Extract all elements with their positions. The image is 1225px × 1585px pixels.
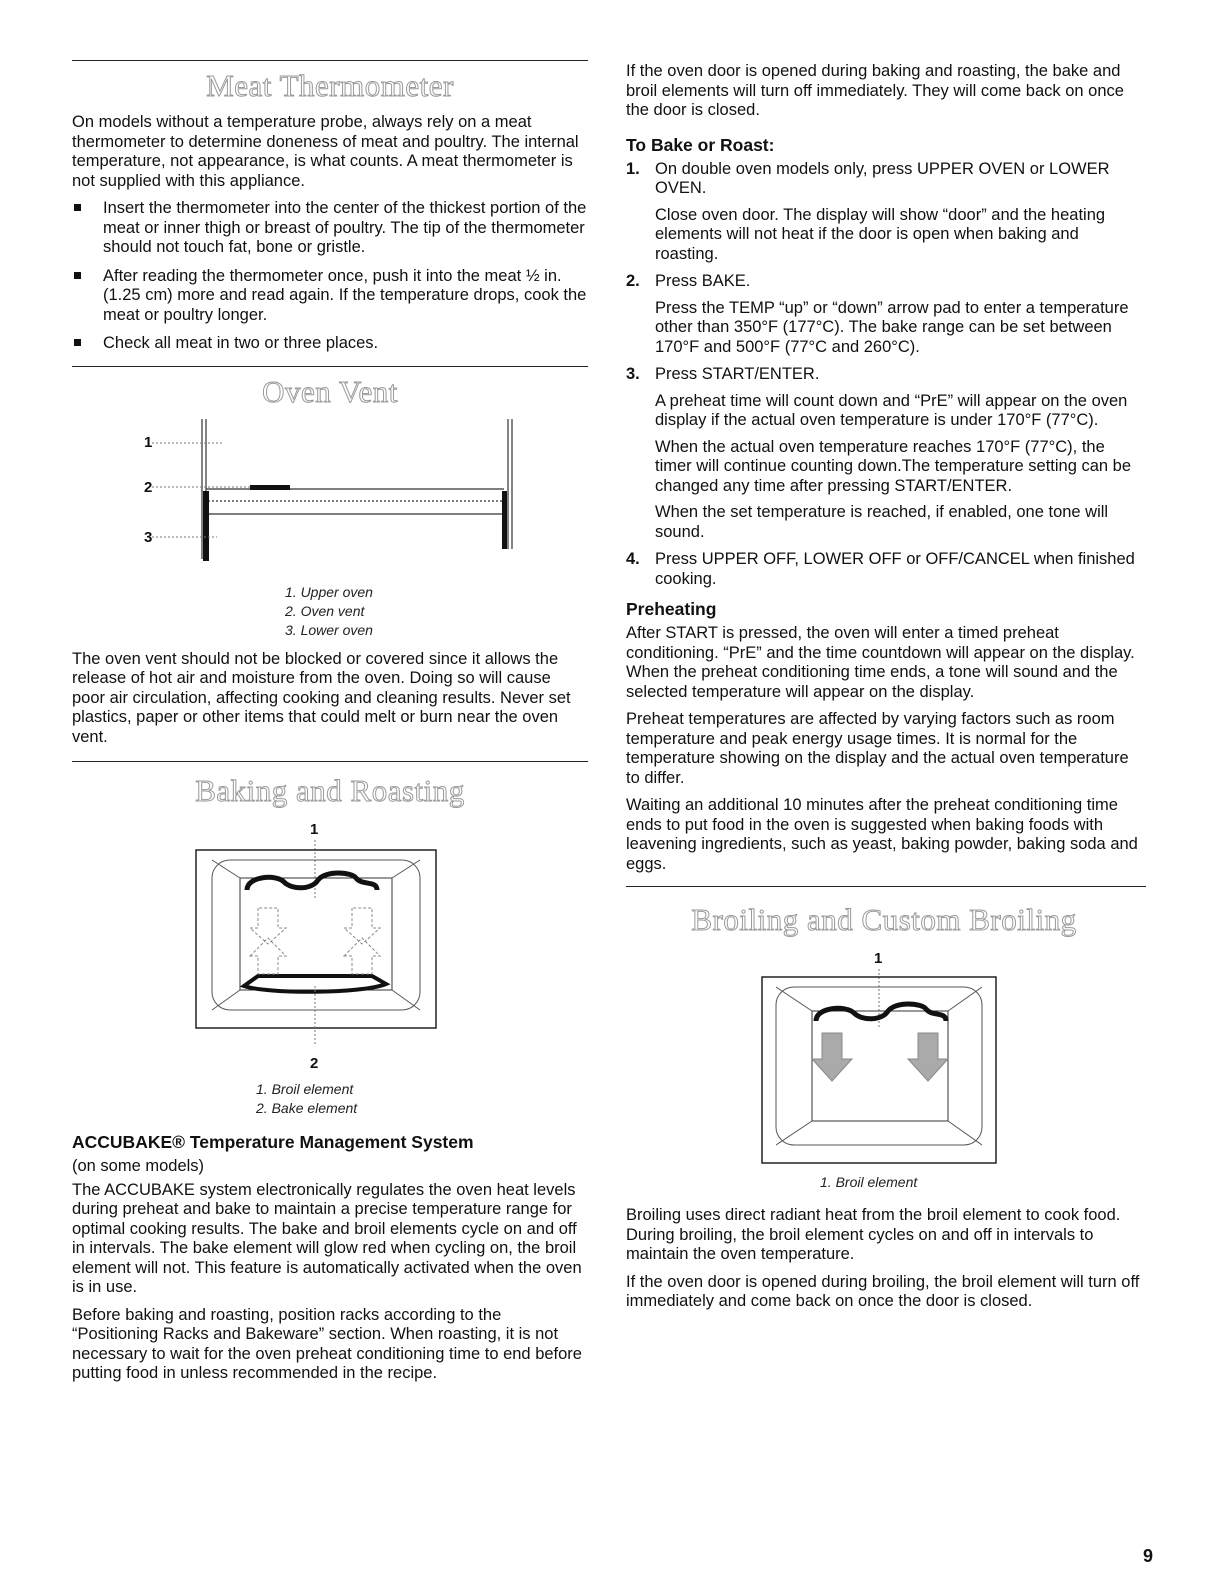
- meat-thermometer-title: Meat Thermometer: [206, 68, 454, 103]
- callout-2: 2: [310, 1055, 319, 1072]
- caption: 2. Bake element: [256, 1100, 358, 1116]
- list-item: Insert the thermometer into the center of the thickest portion of the meat or inner thigh or breast of poultry. The tip of the thermometer should not touch fat, bone or gristle.: [72, 199, 588, 258]
- accubake-paragraph: Before baking and roasting, position racks according to the “Positioning Racks and Bakeware” section. When roasting, it is not necessary to wait for the oven preheat conditioning time to end before putting food in unless recommended in the recipe.: [72, 1305, 582, 1382]
- accubake-heading: ACCUBAKE® Temperature Management System: [72, 1132, 474, 1152]
- callout-1: 1: [874, 950, 883, 967]
- right-column: [626, 62, 1142, 1320]
- broiling-diagram: [626, 947, 1142, 1169]
- preheat-paragraph: Preheat temperatures are affected by varying factors such as room temperature and peak energy usage times. It is normal for the temperature showing on the display and the actual oven temperature to differ.: [626, 710, 1129, 787]
- baking-oven-drawing: [72, 818, 588, 1076]
- section-rule: [72, 60, 588, 61]
- meat-thermometer-intro: On models without a temperature probe, always rely on a meat thermometer to determine doneness of meat and poultry. The internal temperature, not appearance, is what counts. A meat thermometer is not supplied with this appliance.: [72, 113, 579, 190]
- section-rule: [72, 761, 588, 762]
- caption: 1. Upper oven: [285, 583, 373, 600]
- callout-1: 1: [144, 433, 153, 451]
- oven-vent-title: Oven Vent: [262, 373, 398, 409]
- broiling-title: Broiling and Custom Broiling: [691, 902, 1077, 937]
- oven-vent-text: The oven vent should not be blocked or covered since it allows the release of hot air and moisture from the oven. Doing so will cause poor air circulation, affecting cooking and cleaning results. Never set plastics, paper or other items that could melt or burn near the oven vent.: [72, 649, 571, 746]
- baking-diagram: [72, 818, 588, 1076]
- door-text: If the oven door is opened during baking and roasting, the bake and broil elements will turn off immediately. They will come back on once the door is closed.: [626, 62, 1124, 119]
- caption: 1. Broil element: [256, 1081, 354, 1097]
- step-number: 3.: [626, 365, 640, 383]
- oven-vent-captions: [72, 583, 588, 640]
- preheat-paragraph: After START is pressed, the oven will enter a timed preheat conditioning. “PrE” and the time countdown will appear on the display. When the preheat conditioning time ends, a tone will sound and the selected temperature will appear on the display.: [626, 624, 1135, 701]
- callout-3: 3: [144, 528, 153, 546]
- caption: 3. Lower oven: [285, 621, 373, 638]
- broiling-paragraph: If the oven door is opened during broiling, the broil element will turn off immediately and come back on once the door is closed.: [626, 1272, 1140, 1310]
- broiling-paragraph: Broiling uses direct radiant heat from the broil element to cook food. During broiling, the broil element cycles on and off in intervals to maintain the oven temperature.: [626, 1206, 1121, 1263]
- baking-captions: [72, 1080, 588, 1118]
- bullet-icon: [74, 272, 81, 279]
- list-item: After reading the thermometer once, push it into the meat ½ in. (1.25 cm) more and read again. If the temperature drops, cook the meat or poultry longer.: [72, 267, 588, 326]
- step: 1. On double oven models only, press UPPER OVEN or LOWER OVEN. Close oven door. The display will show “door” and the heating elements will not heat if the door is open when baking and roasting.: [626, 159, 1110, 263]
- step: 2. Press BAKE. Press the TEMP “up” or “down” arrow pad to enter a temperature other than 350°F (177°C). The bake range can be set between 170°F and 500°F (77°C and 260°C).: [626, 272, 1129, 356]
- step-number: 2.: [626, 272, 640, 290]
- bullet-icon: [74, 339, 81, 346]
- accubake-subheading: (on some models): [72, 1157, 205, 1175]
- caption: 1. Broil element: [820, 1174, 918, 1190]
- bullet-icon: [74, 204, 81, 211]
- callout-1: 1: [310, 821, 319, 838]
- bake-heading: To Bake or Roast:: [626, 134, 775, 155]
- oven-vent-drawing: [72, 419, 588, 579]
- left-column: [72, 60, 588, 1392]
- accubake-paragraph: The ACCUBAKE system electronically regulates the oven heat levels during preheat and bake to maintain a precise temperature range for optimal cooking results. The bake and broil elements cycle on and off in intervals. The bake element will glow red when cycling on, the broil element will not. This feature is automatically activated when the oven is in use.: [72, 1180, 582, 1296]
- preheat-paragraph: Waiting an additional 10 minutes after the preheat conditioning time ends to put food in the oven is suggested when baking foods with leavening ingredients, such as yeast, baking powder, baking soda and eggs.: [626, 796, 1138, 873]
- list-item: Check all meat in two or three places.: [72, 334, 588, 354]
- section-rule: [626, 886, 1146, 887]
- step: 4. Press UPPER OFF, LOWER OFF or OFF/CANCEL when finished cooking.: [626, 550, 1135, 588]
- section-rule: [72, 366, 588, 367]
- page-number: 9: [1142, 1546, 1153, 1566]
- step-number: 4.: [626, 550, 640, 568]
- preheating-heading: Preheating: [626, 599, 717, 619]
- callout-2: 2: [144, 478, 153, 496]
- oven-vent-diagram: [72, 419, 588, 579]
- baking-title: Baking and Roasting: [195, 773, 465, 808]
- broiling-captions: [626, 1173, 1142, 1192]
- step: 3. Press START/ENTER. A preheat time will count down and “PrE” will appear on the oven display if the actual oven temperature is under 170°F (77°C). When the actual oven temperature reaches 170°F (77°C), the timer will continue counting down.The temperature setting can be changed any time after pressing START/ENTER. When the set temperature is reached, if enabled, one tone will sound.: [626, 365, 1132, 541]
- step-number: 1.: [626, 159, 640, 178]
- broiling-oven-drawing: [626, 947, 1142, 1169]
- caption: 2. Oven vent: [285, 602, 365, 619]
